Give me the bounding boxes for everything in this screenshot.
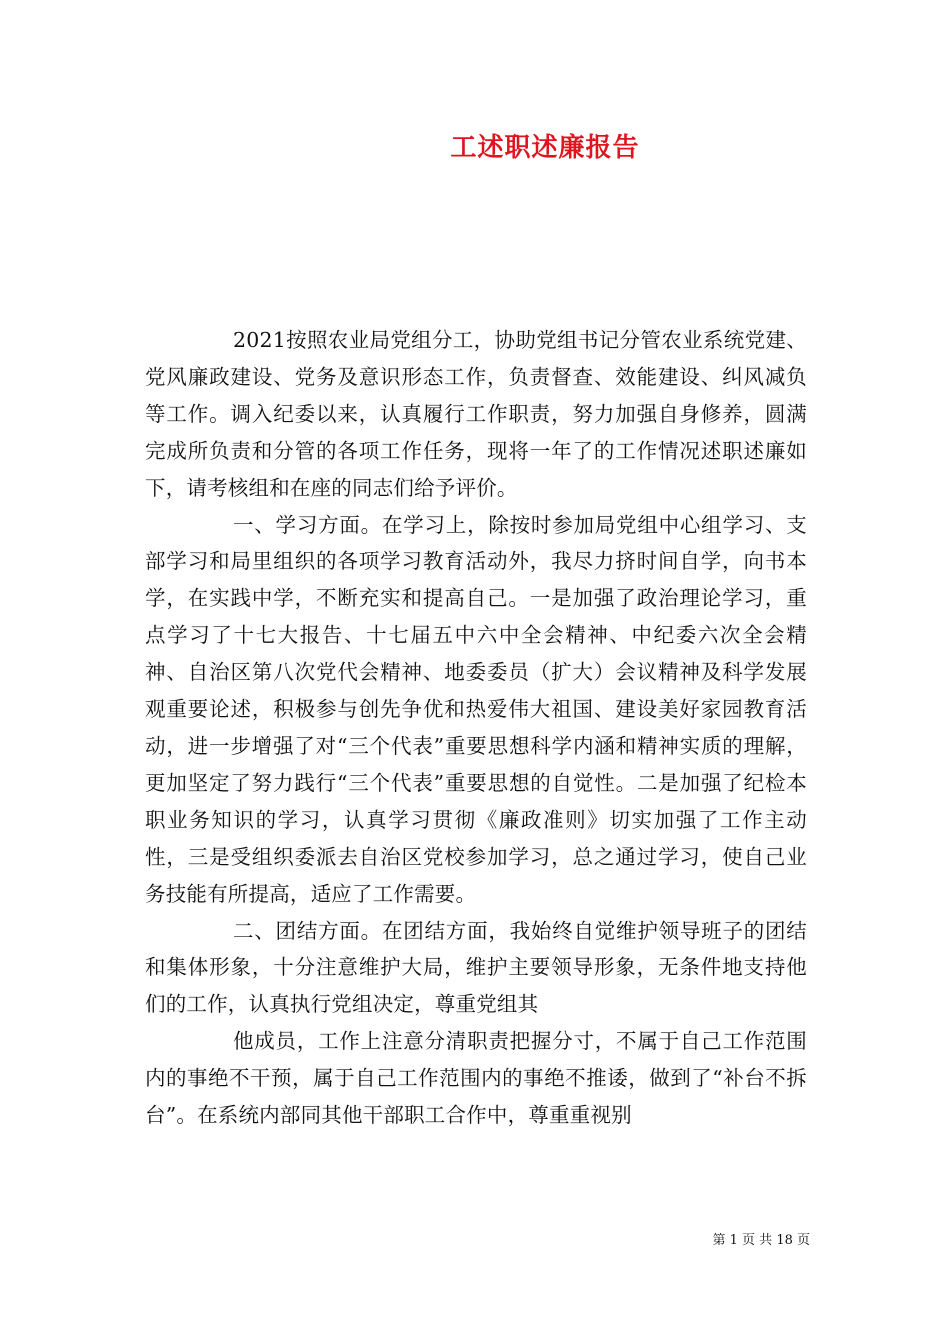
paragraph-unity-continued: 他成员，工作上注意分清职责把握分寸，不属于自己工作范围内的事绝不干预，属于自己工作范围内的事绝不推诿，做到了“补台不拆台”。在系统内部同其他干部职工合作中，尊重重视别 [145,1029,807,1128]
page-title: 工述职述廉报告 [450,133,640,163]
document-body [145,322,807,1134]
page-number: 第 1 页 共 18 页 [712,1233,810,1248]
paragraph-study: 一、学习方面。在学习上，除按时参加局党组中心组学习、支部学习和局里组织的各项学习教育活动外，我尽力挤时间自学，向书本学，在实践中学，不断充实和提高自己。一是加强了政治理论学习，重点学习了十七大报告、十七届五中六中全会精神、中纪委六次全会精神、自治区第八次党代会精神、地委委员（扩大）会议精神及科学发展观重要论述，积极参与创先争优和热爱伟大祖国、建设美好家园教育活动，进一步增强了对“三个代表”重要思想科学内涵和精神实质的理解，更加坚定了努力践行“三个代表”重要思想的自觉性。二是加强了纪检本职业务知识的学习，认真学习贯彻《廉政准则》切实加强了工作主动性，三是受组织委派去自治区党校参加学习，总之通过学习，使自己业务技能有所提高，适应了工作需要。 [145,512,807,906]
paragraph-unity: 二、团结方面。在团结方面，我始终自觉维护领导班子的团结和集体形象，十分注意维护大局，维护主要领导形象，无条件地支持他们的工作，认真执行党组决定，尊重党组其 [145,918,807,1017]
paragraph-intro: 2021按照农业局党组分工，协助党组书记分管农业系统党建、党风廉政建设、党务及意识形态工作，负责督查、效能建设、纠风减负等工作。调入纪委以来，认真履行工作职责，努力加强自身修养，圆满完成所负责和分管的各项工作任务，现将一年了的工作情况述职述廉如下，请考核组和在座的同志们给予评价。 [145,328,807,500]
